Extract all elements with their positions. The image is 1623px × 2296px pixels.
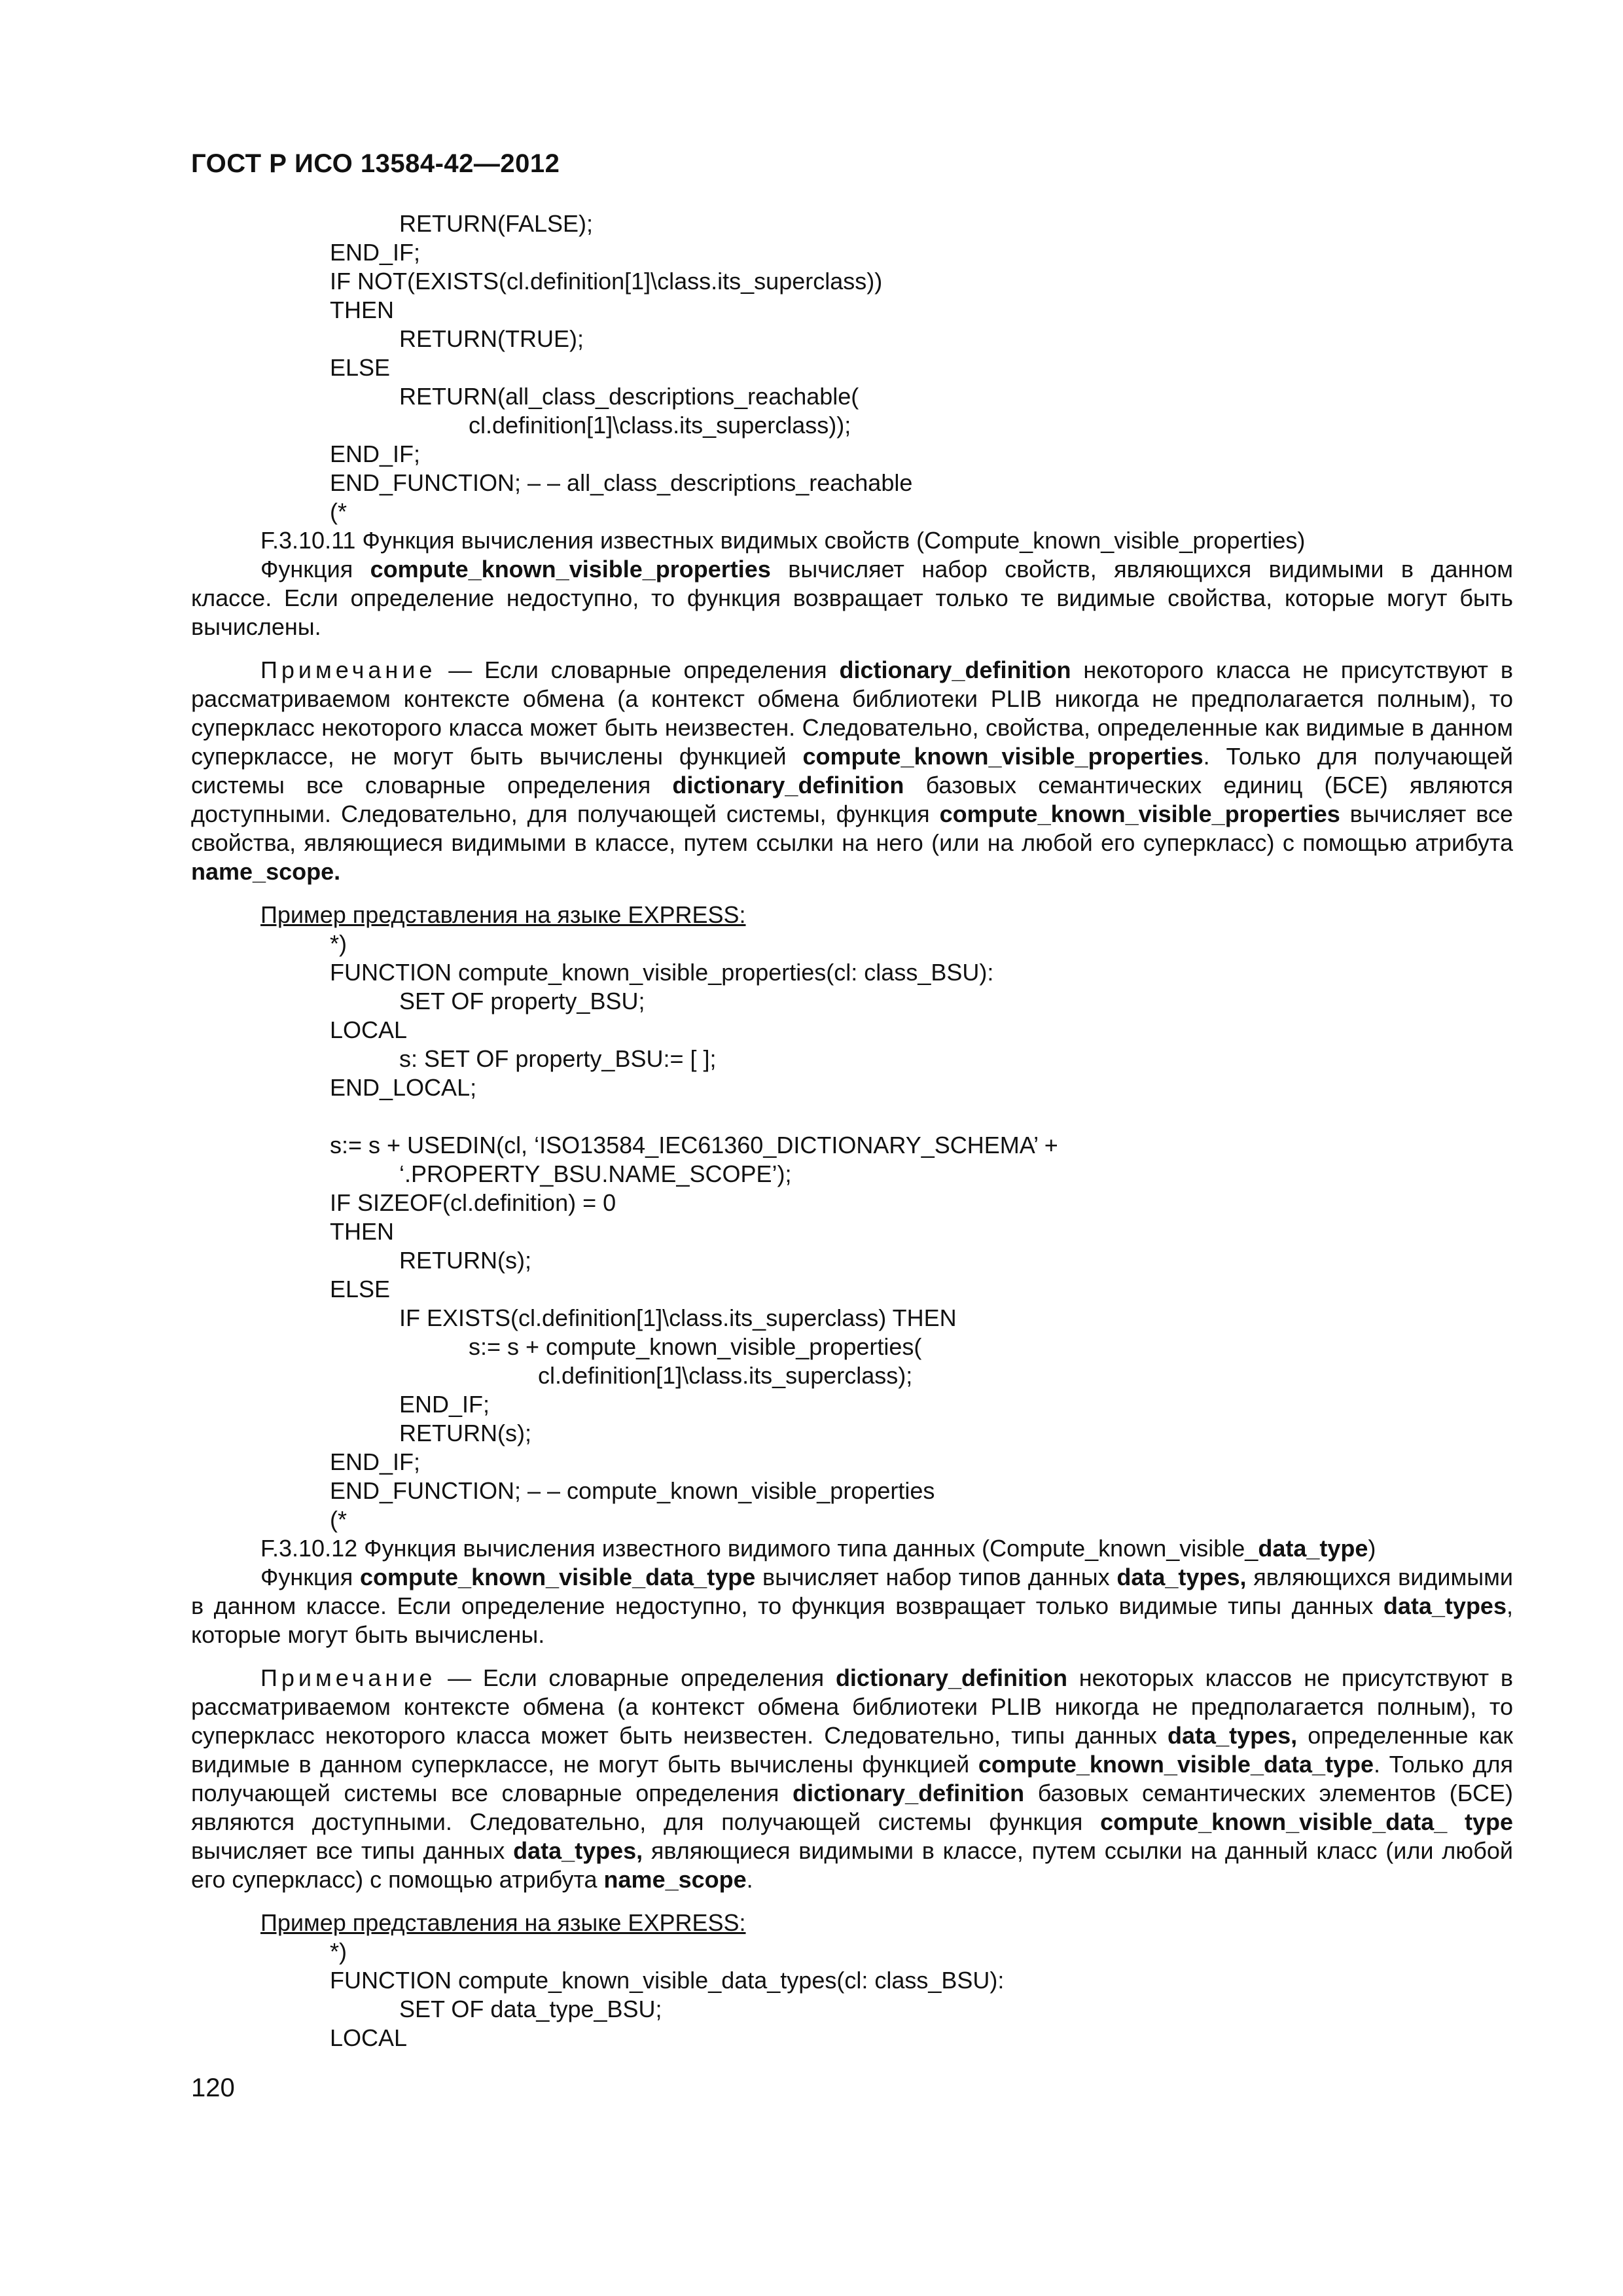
code-line: END_IF; bbox=[330, 1448, 421, 1475]
page-content bbox=[191, 209, 1513, 2053]
term-bold: data_types, bbox=[513, 1837, 643, 1864]
code-line: THEN bbox=[330, 1218, 394, 1245]
code-line: IF NOT(EXISTS(cl.definition[1]\class.its_superclass)) bbox=[330, 268, 883, 295]
term-bold: data_types, bbox=[1116, 1564, 1247, 1590]
code-block-2 bbox=[191, 929, 1513, 1534]
code-line: FUNCTION compute_known_visible_properties(cl: class_BSU): bbox=[330, 959, 994, 986]
note-paragraph-f31011 bbox=[191, 656, 1513, 886]
code-line: (* bbox=[330, 498, 347, 525]
code-line: IF EXISTS(cl.definition[1]\class.its_superclass) THEN bbox=[399, 1304, 957, 1331]
code-line: RETURN(all_class_descriptions_reachable( bbox=[399, 383, 859, 410]
heading-text: F.3.10.12 Функция вычисления известного видимого типа данных (Compute_known_visible_ bbox=[260, 1535, 1258, 1562]
code-line: END_FUNCTION; – – all_class_descriptions_reachable bbox=[330, 469, 913, 496]
section-heading-f31011: F.3.10.11 Функция вычисления известных видимых свойств (Compute_known_visible_properties) bbox=[260, 527, 1306, 554]
code-line: ‘.PROPERTY_BSU.NAME_SCOPE’); bbox=[399, 1160, 792, 1187]
code-line: ELSE bbox=[330, 354, 391, 381]
text-run: являющиеся видимыми в классе, путем ссылки на данный класс (или любой его суперкласс) с помощью атрибута bbox=[191, 1837, 1514, 1893]
code-line: s:= s + USEDIN(cl, ‘ISO13584_IEC61360_DICTIONARY_SCHEMA’ + bbox=[330, 1132, 1058, 1158]
text-run: — Если словарные определения bbox=[436, 656, 840, 683]
term-bold: name_scope bbox=[603, 1866, 747, 1893]
note-label: Примечание bbox=[260, 656, 437, 683]
text-run: вычисляет все типы данных bbox=[191, 1837, 514, 1864]
text-run: являющихся видимыми в данном классе. Если определение недоступно, то функция возвращает только видимые типы данных bbox=[191, 1564, 1514, 1619]
code-line: *) bbox=[330, 930, 347, 957]
text-run: базовых семантических элементов (БСЕ) являются доступными. Следовательно, для получающей системы функция bbox=[191, 1780, 1513, 1835]
code-line: SET OF property_BSU; bbox=[399, 988, 645, 1014]
term-bold: dictionary_definition bbox=[839, 656, 1071, 683]
term-bold: compute_known_visible_properties bbox=[939, 800, 1340, 827]
code-line: s: SET OF property_BSU:= [ ]; bbox=[399, 1045, 717, 1072]
text-run: Функция bbox=[260, 1564, 361, 1590]
text-run: . Только для получающей системы все словарные определения bbox=[191, 743, 1514, 798]
code-line: END_LOCAL; bbox=[330, 1074, 477, 1101]
text-run: вычисляет все свойства, являющиеся видимыми в классе, путем ссылки на него (или на любой его суперкласс) с помощью атрибута bbox=[191, 800, 1513, 856]
text-run: некоторого класса не присутствуют в рассматриваемом контексте обмена (а контекст обмена библиотеки PLIB никогда не предполагается полным), то суперкласс некоторого класса может быть неизвестен. Следовательно, свойства, определенные как видимые в данном суперклассе, не могут быть вычислены функцией bbox=[191, 656, 1513, 770]
code-line: RETURN(FALSE); bbox=[399, 210, 594, 237]
text-run: некоторых классов не присутствуют в рассматриваемом контексте обмена (а контекст обмена библиотеки PLIB никогда не предполагается полным), то суперкласс некоторого класса может быть неизвестен. Следовательно, типы данных bbox=[191, 1664, 1513, 1749]
code-line: (* bbox=[330, 1506, 347, 1533]
code-line: IF SIZEOF(cl.definition) = 0 bbox=[330, 1189, 616, 1216]
term-bold: dictionary_definition bbox=[793, 1780, 1025, 1806]
section-paragraph-f31011 bbox=[191, 555, 1513, 641]
code-line: FUNCTION compute_known_visible_data_types(cl: class_BSU): bbox=[330, 1967, 1005, 1994]
code-line: END_IF; bbox=[399, 1391, 490, 1418]
document-standard-id: ГОСТ Р ИСО 13584-42—2012 bbox=[191, 149, 560, 178]
code-block-3 bbox=[191, 1937, 1513, 2053]
code-line: LOCAL bbox=[330, 1016, 408, 1043]
code-line: SET OF data_type_BSU; bbox=[399, 1996, 662, 2022]
code-line: LOCAL bbox=[330, 2024, 408, 2051]
text-run: базовых семантических единиц (БСЕ) являются доступными. Следовательно, для получающей системы, функция bbox=[191, 772, 1513, 827]
heading-term-bold: data_type bbox=[1258, 1535, 1368, 1562]
code-line: END_FUNCTION; – – compute_known_visible_properties bbox=[330, 1477, 935, 1504]
code-line: THEN bbox=[330, 296, 394, 323]
text-run: определенные как видимые в данном суперклассе, не могут быть вычислены функцией bbox=[191, 1722, 1513, 1778]
term-bold: data_types, bbox=[1168, 1722, 1298, 1749]
term-bold: dictionary_definition bbox=[672, 772, 904, 798]
code-line: *) bbox=[330, 1938, 347, 1965]
text-run: вычисляет набор свойств, являющихся видимыми в данном классе. Если определение недоступно, то функция возвращает только те видимые свойства, которые могут быть вычислены. bbox=[191, 556, 1513, 640]
text-run: Функция bbox=[260, 556, 370, 583]
term-bold: compute_known_visible_data_type bbox=[360, 1564, 756, 1590]
note-label: Примечание bbox=[260, 1664, 437, 1691]
text-run: вычисляет набор типов данных bbox=[755, 1564, 1117, 1590]
text-run: . bbox=[746, 1866, 753, 1893]
code-line: RETURN(s); bbox=[399, 1420, 531, 1446]
text-run: . Только для получающей системы все словарные определения bbox=[191, 1751, 1513, 1806]
code-line: RETURN(TRUE); bbox=[399, 325, 584, 352]
section-heading-f31012 bbox=[191, 1534, 1513, 1563]
code-block-1 bbox=[191, 209, 1513, 526]
note-paragraph-f31012 bbox=[191, 1664, 1513, 1894]
section-paragraph-f31012 bbox=[191, 1563, 1513, 1649]
term-bold: compute_known_visible_data_type bbox=[978, 1751, 1374, 1778]
text-run: — Если словарные определения bbox=[436, 1664, 836, 1691]
text-run: , которые могут быть вычислены. bbox=[191, 1592, 1513, 1648]
example-label: Пример представления на языке EXPRESS: bbox=[260, 1909, 746, 1936]
term-bold: data_types bbox=[1383, 1592, 1507, 1619]
code-line: s:= s + compute_known_visible_properties( bbox=[469, 1333, 922, 1360]
term-bold: name_scope. bbox=[191, 858, 341, 885]
page-number: 120 bbox=[191, 2073, 235, 2102]
term-bold: compute_known_visible_properties bbox=[370, 556, 771, 583]
example-label: Пример представления на языке EXPRESS: bbox=[260, 901, 746, 928]
code-line: cl.definition[1]\class.its_superclass)); bbox=[469, 412, 851, 439]
term-bold: compute_known_visible_properties bbox=[802, 743, 1204, 770]
term-bold: dictionary_definition bbox=[835, 1664, 1067, 1691]
heading-text-end: ) bbox=[1368, 1535, 1376, 1562]
code-line bbox=[191, 1102, 1513, 1131]
code-line: END_IF; bbox=[330, 440, 421, 467]
term-bold: compute_known_visible_data_ type bbox=[1100, 1808, 1513, 1835]
code-line: RETURN(s); bbox=[399, 1247, 531, 1274]
code-line: ELSE bbox=[330, 1276, 391, 1302]
code-line: END_IF; bbox=[330, 239, 421, 266]
code-line: cl.definition[1]\class.its_superclass); bbox=[538, 1362, 913, 1389]
